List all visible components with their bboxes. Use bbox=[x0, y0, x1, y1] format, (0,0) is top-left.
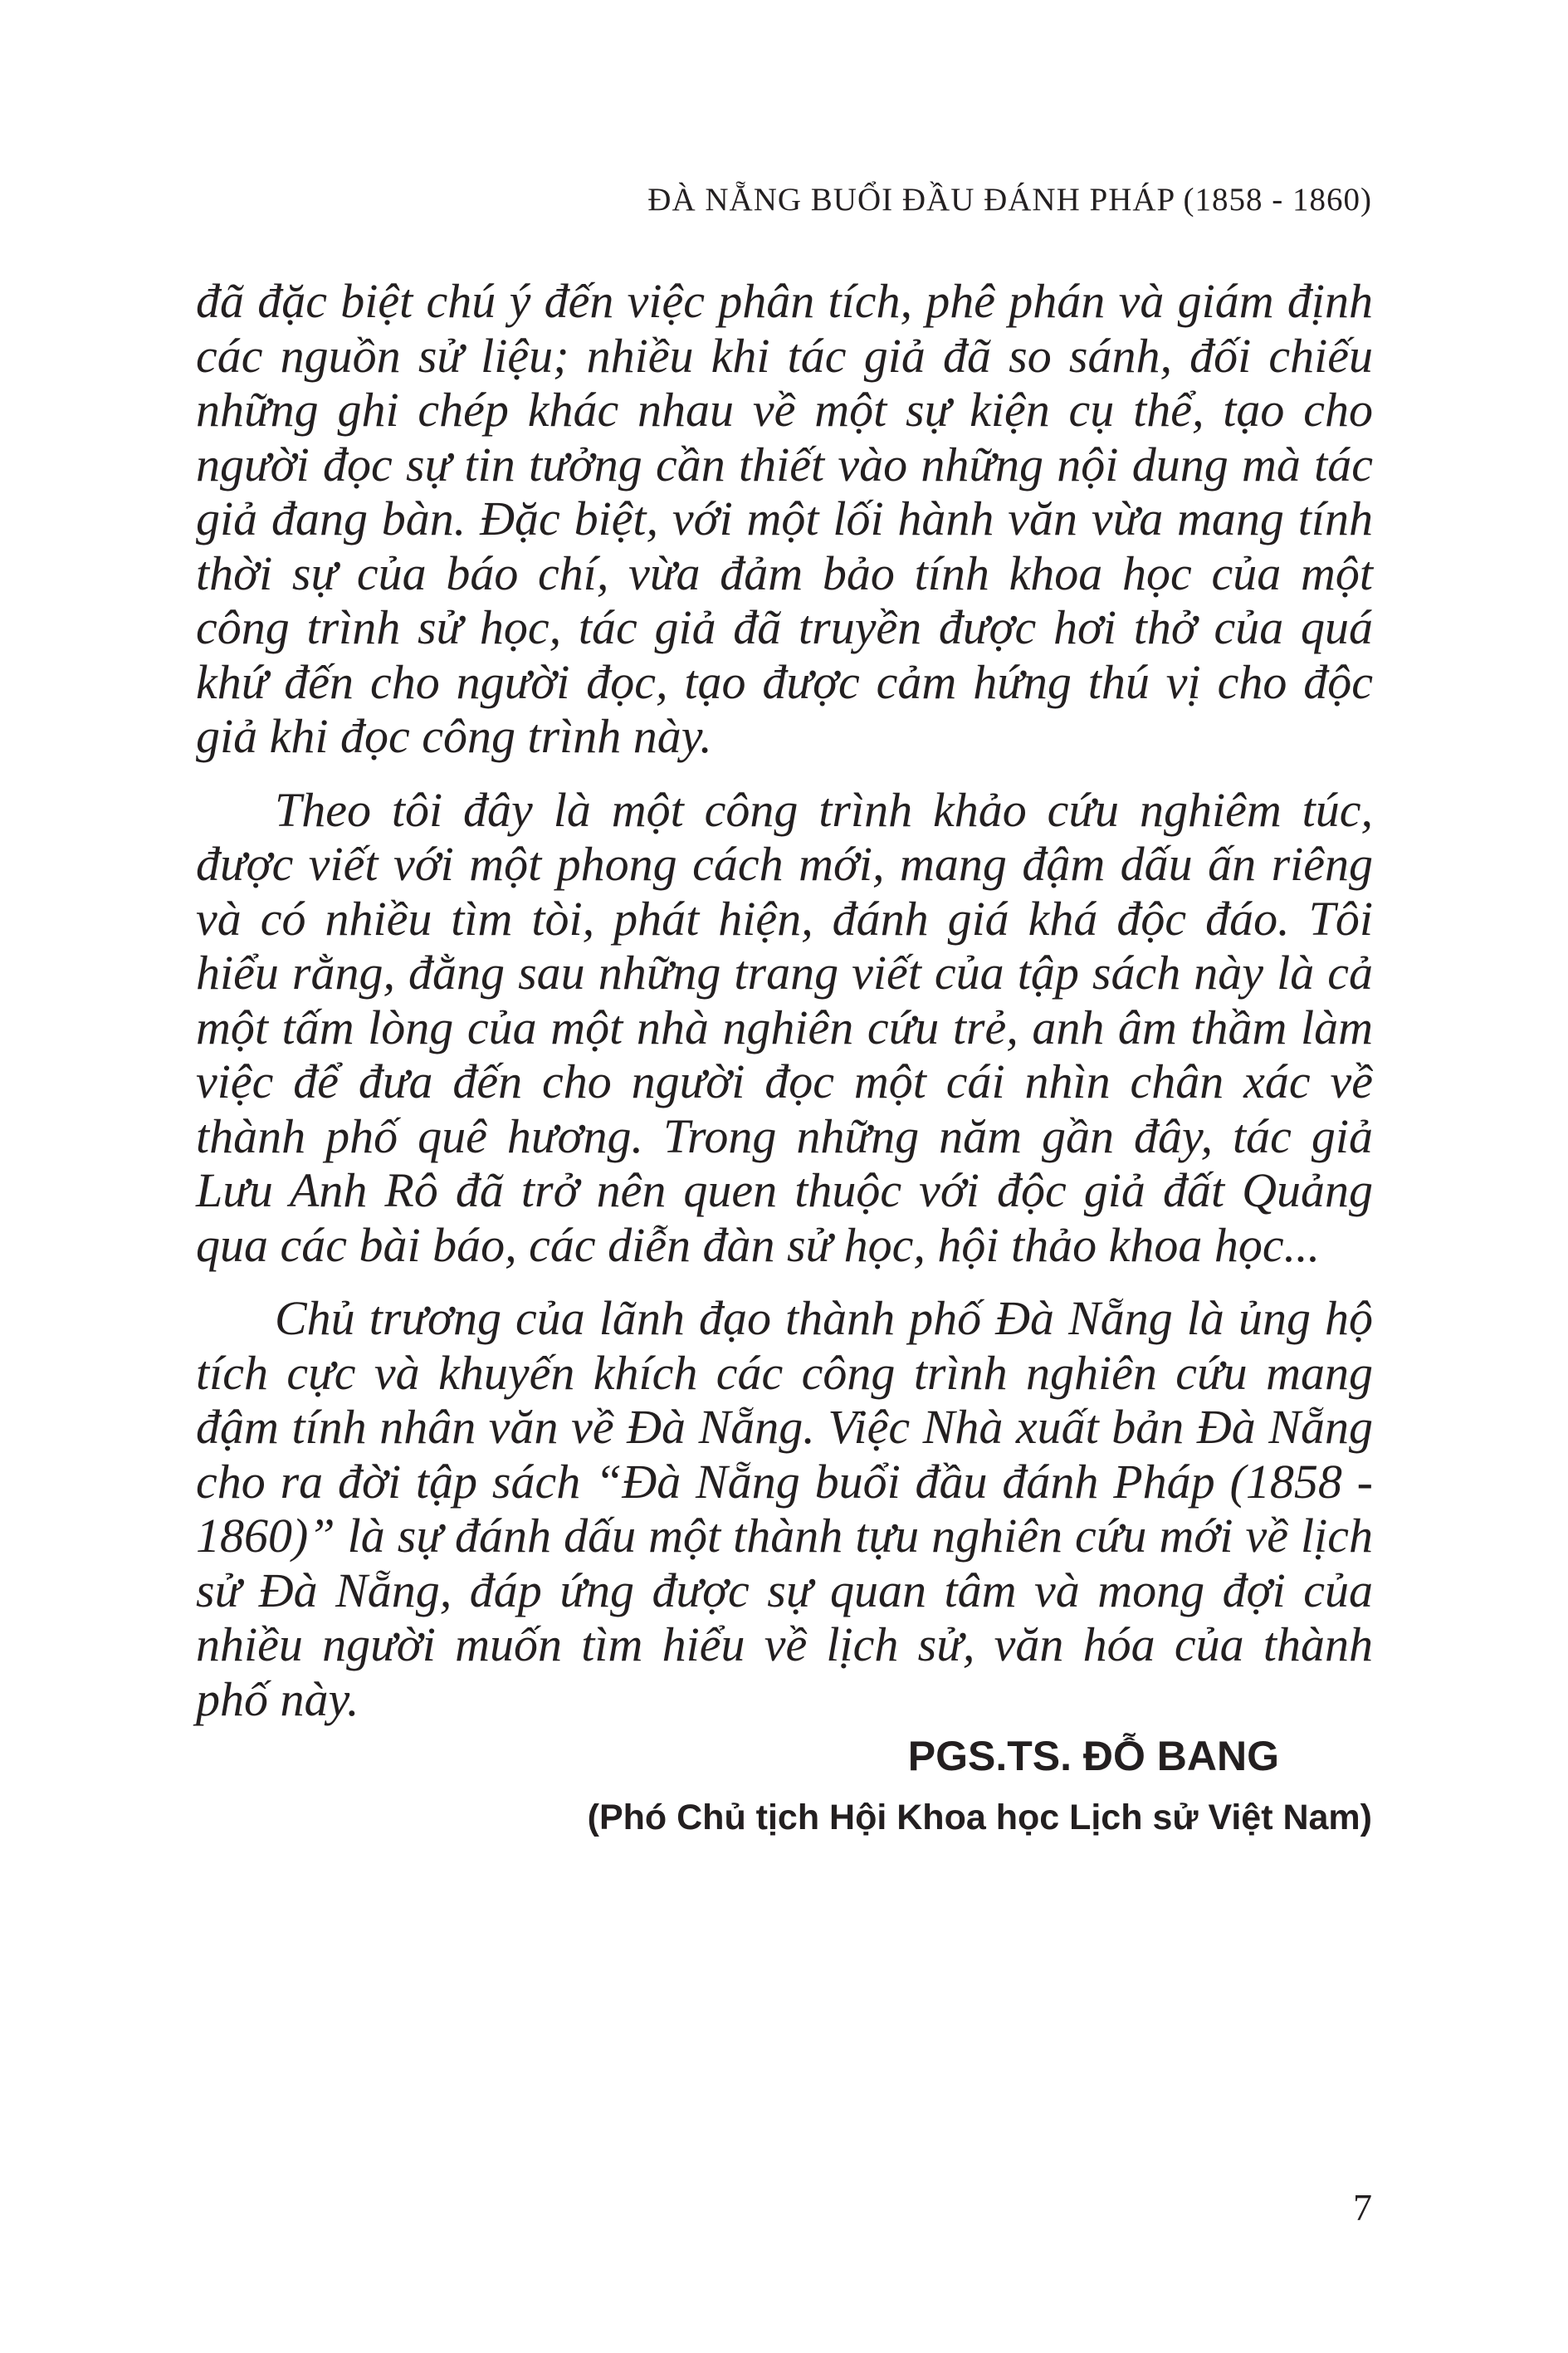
paragraph: Theo tôi đây là một công trình khảo cứu nghiêm túc, được viết với một phong cách mới, mang đậm dấu ấn riêng và có nhiều tìm tòi, phát hiện, đánh giá khá độc đáo. Tôi hiểu rằng, đằng sau những trang viết của tập sách này là cả một tấm lòng của một nhà nghiên cứu trẻ, anh âm thầm làm việc để đưa đến cho người đọc một cái nhìn chân xác về thành phố quê hương. Trong những năm gần đây, tác giả Lưu Anh Rô đã trở nên quen thuộc với độc giả đất Quảng qua các bài báo, các diễn đàn sử học, hội thảo khoa học... bbox=[196, 782, 1373, 1272]
running-header: ĐÀ NẴNG BUỔI ĐẦU ĐÁNH PHÁP (1858 - 1860) bbox=[647, 182, 1372, 218]
paragraph-continued: đã đặc biệt chú ý đến việc phân tích, phê phán và giám định các nguồn sử liệu; nhiều khi tác giả đã so sánh, đối chiếu những ghi chép khác nhau về một sự kiện cụ thể, tạo cho người đọc sự tin tưởng cần thiết vào những nội dung mà tác giả đang bàn. Đặc biệt, với một lối hành văn vừa mang tính thời sự của báo chí, vừa đảm bảo tính khoa học của một công trình sử học, tác giả đã truyền được hơi thở của quá khứ đến cho người đọc, tạo được cảm hứng thú vị cho độc giả khi đọc công trình này. bbox=[196, 274, 1373, 763]
author-title: (Phó Chủ tịch Hội Khoa học Lịch sử Việt Nam) bbox=[587, 1798, 1372, 1837]
page-number: 7 bbox=[1353, 2186, 1372, 2228]
paragraph: Chủ trương của lãnh đạo thành phố Đà Nẵng là ủng hộ tích cực và khuyến khích các công trình nghiên cứu mang đậm tính nhân văn về Đà Nẵng. Việc Nhà xuất bản Đà Nẵng cho ra đời tập sách “Đà Nẵng buổi đầu đánh Pháp (1858 - 1860)” là sự đánh dấu một thành tựu nghiên cứu mới về lịch sử Đà Nẵng, đáp ứng được sự quan tâm và mong đợi của nhiều người muốn tìm hiểu về lịch sử, văn hóa của thành phố này. bbox=[196, 1291, 1373, 1726]
signature-block bbox=[588, 1727, 1372, 1847]
body-text bbox=[196, 274, 1373, 1726]
author-name: PGS.TS. ĐỖ BANG bbox=[907, 1733, 1279, 1779]
